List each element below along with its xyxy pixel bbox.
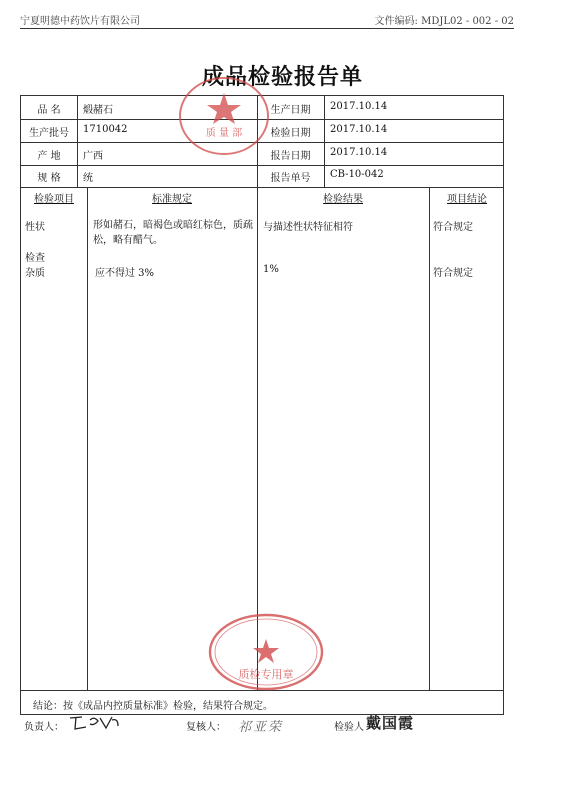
inspection-date-value: 2017.10.14 — [330, 124, 388, 135]
batch-value: 1710042 — [83, 124, 128, 135]
row-result-impurity: 1% — [263, 264, 279, 275]
col-divider — [87, 187, 88, 690]
row-divider — [21, 187, 503, 188]
header-conclusion: 项目结论 — [447, 194, 487, 205]
inspector-signature: 戴国霞 — [366, 714, 415, 732]
responsible-signature — [66, 712, 122, 734]
quality-inspection-seal — [207, 612, 325, 692]
header-result: 检验结果 — [323, 194, 363, 205]
document-header — [20, 12, 514, 29]
origin-value: 广西 — [83, 151, 103, 162]
row-item-impurity: 杂质 — [25, 268, 45, 279]
stamp2-label: 质检专用章 — [238, 668, 294, 681]
report-number-value: CB-10-042 — [330, 169, 384, 180]
document-code: 文件编码: MDJL02 - 002 - 02 — [374, 16, 514, 27]
col-divider — [324, 96, 325, 187]
name-label: 品 名 — [37, 105, 61, 116]
col-divider — [77, 96, 78, 187]
reviewer-label: 复核人： — [186, 722, 226, 733]
col-divider — [429, 187, 430, 690]
name-value: 煅赭石 — [83, 105, 113, 116]
row-conclusion-appearance: 符合规定 — [433, 222, 473, 233]
batch-label: 生产批号 — [29, 128, 69, 139]
company-name: 宁夏明德中药饮片有限公司 — [20, 16, 140, 27]
row-result-appearance: 与描述性状特征相符 — [263, 222, 353, 233]
quality-department-stamp — [178, 76, 270, 156]
origin-label: 产 地 — [37, 151, 61, 162]
inspection-date-label: 检验日期 — [270, 128, 311, 139]
responsible-label: 负责人： — [24, 722, 64, 733]
report-date-label: 报告日期 — [270, 151, 311, 162]
row-divider — [21, 165, 503, 166]
spec-value: 统 — [83, 173, 93, 184]
stamp1-label: 质 量 部 — [205, 128, 243, 139]
row-standard-impurity: 应不得过 3% — [95, 268, 155, 279]
header-item: 检验项目 — [34, 194, 74, 205]
report-title: 成品检验报告单 — [201, 64, 363, 90]
inspector-label: 检验人 — [334, 722, 364, 733]
reviewer-signature: 祁亚荣 — [238, 720, 284, 735]
row-item-appearance: 性状 — [25, 222, 45, 233]
row-item-check: 检查 — [25, 253, 45, 264]
spec-label: 规 格 — [37, 173, 61, 184]
row-conclusion-impurity: 符合规定 — [433, 268, 473, 279]
overall-conclusion: 结论：按《成品内控质量标准》检验，结果符合规定。 — [33, 701, 273, 712]
production-date-value: 2017.10.14 — [330, 101, 388, 112]
header-standard: 标准规定 — [152, 194, 192, 205]
report-date-value: 2017.10.14 — [330, 147, 388, 158]
row-standard-appearance: 形如赭石，暗褐色或暗红棕色，质疏松，略有醋气。 — [93, 220, 253, 246]
report-number-label: 报告单号 — [270, 173, 311, 184]
production-date-label: 生产日期 — [270, 105, 311, 116]
